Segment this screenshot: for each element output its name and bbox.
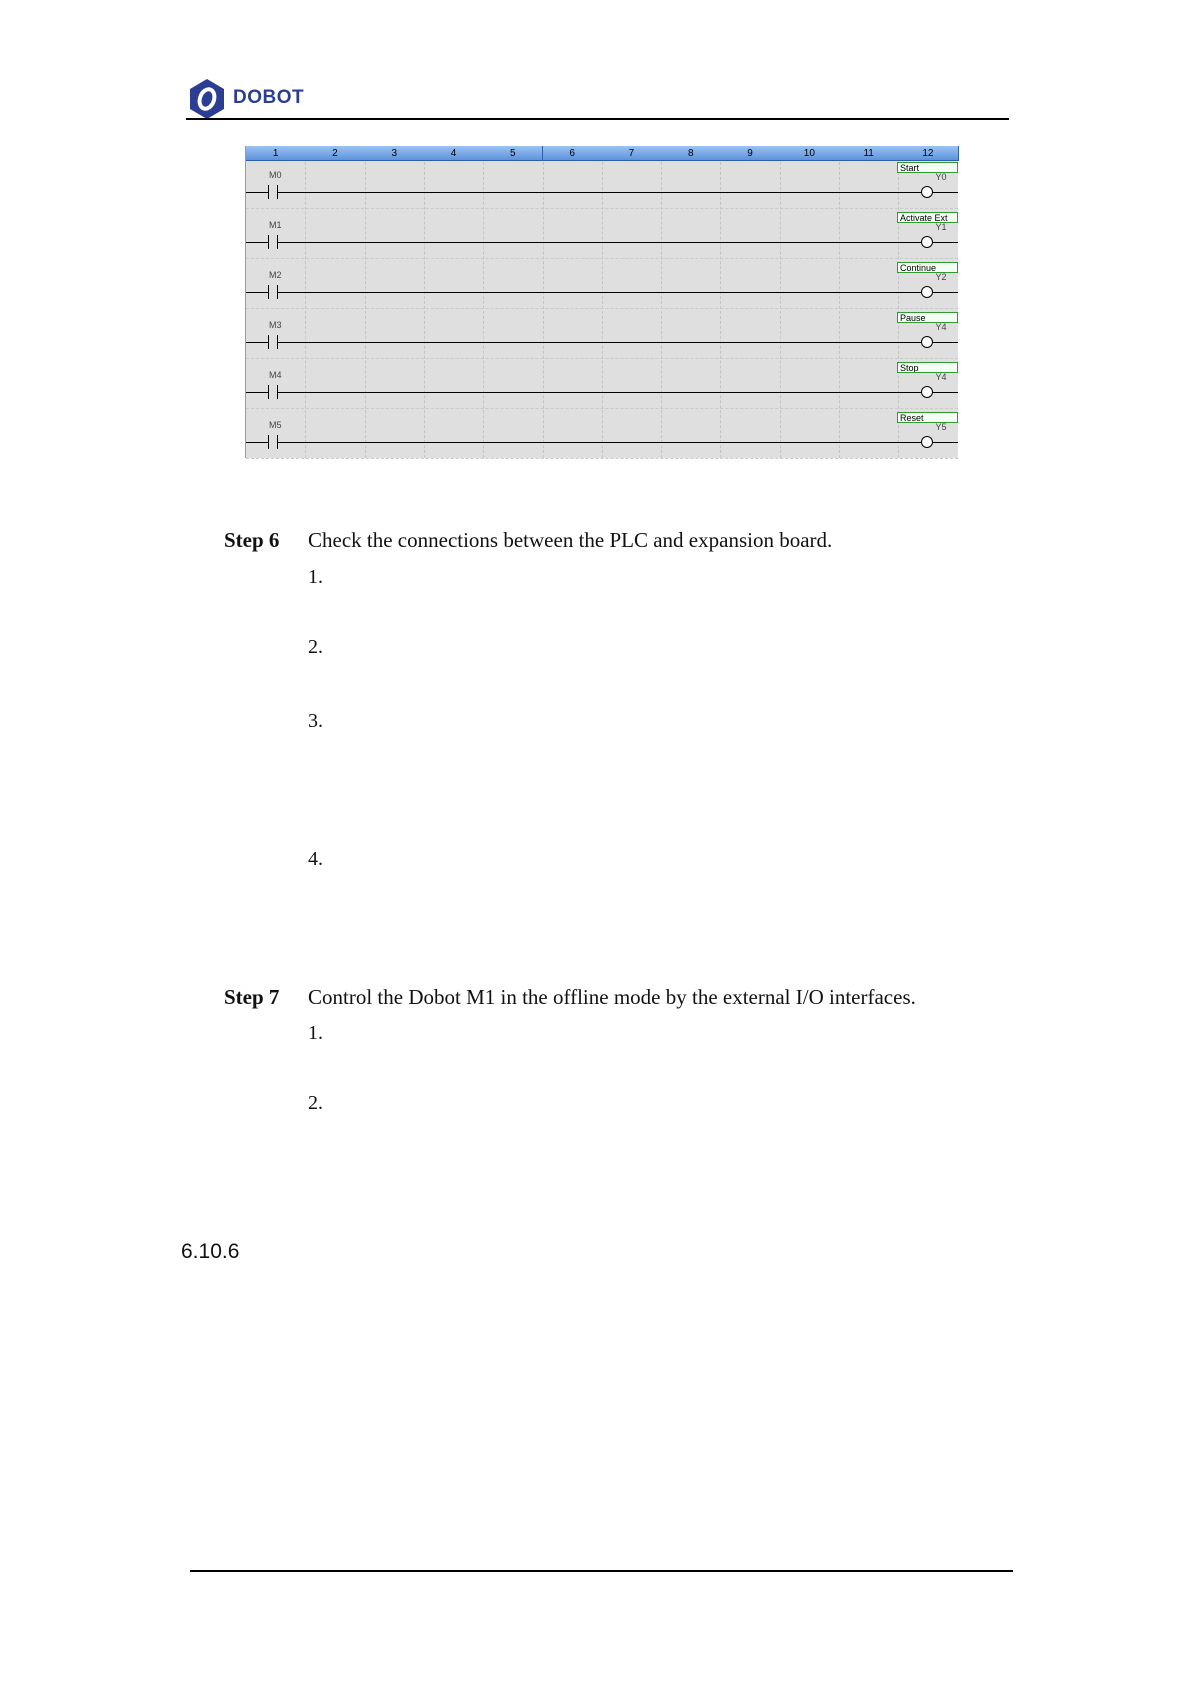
footer-rule [190,1570,1013,1572]
rung-wire [246,392,268,393]
coil-comment: Stop [897,362,958,373]
rung-wire [246,242,268,243]
grid-line [246,458,958,459]
coil-label: Y5 [935,422,947,432]
rung-wire [246,292,268,293]
contact-label: M2 [269,270,282,280]
rung-wire [933,292,958,293]
step-6-item-4: 4. [308,848,323,870]
coil-symbol [921,336,933,348]
contact-label: M3 [269,320,282,330]
step-7-label: Step 7 [224,985,280,1009]
column-header: 9 [720,146,780,161]
rung-wire [278,392,944,393]
step-7-text: Control the Dobot M1 in the offline mode by the external I/O interfaces. [308,985,916,1009]
column-header: 5 [483,146,543,161]
column-header: 12 [898,146,958,161]
rung-wire [246,192,268,193]
grid-line [720,162,721,458]
grid-line [246,358,958,359]
rung-wire [933,392,958,393]
column-header: 2 [305,146,365,161]
column-header: 11 [839,146,899,161]
step-7-item-2: 2. [308,1092,323,1114]
coil-symbol [921,236,933,248]
step-7-item-1: 1. [308,1022,323,1044]
coil-label: Y0 [935,172,947,182]
contact-symbol [268,285,278,299]
rung-wire [278,192,944,193]
grid-line [305,162,306,458]
coil-comment: Reset [897,412,958,423]
coil-comment: Continue [897,262,958,273]
rung-wire [933,242,958,243]
coil-symbol [921,286,933,298]
contact-label: M4 [269,370,282,380]
column-header: 7 [602,146,662,161]
header-rule [186,118,1009,120]
column-header: 6 [543,146,603,161]
contact-symbol [268,335,278,349]
step-6-item-2: 2. [308,636,323,658]
grid-line [780,162,781,458]
step-6-item-3: 3. [308,710,323,732]
rung-wire [278,292,944,293]
rung-wire [933,192,958,193]
coil-label: Y4 [935,372,947,382]
step-6-item-1: 1. [308,566,323,588]
dobot-logo-icon [188,78,226,120]
coil-label: Y1 [935,222,947,232]
brand-name: DOBOT [233,87,305,108]
rung-wire [246,442,268,443]
ladder-diagram [245,146,958,458]
contact-symbol [268,435,278,449]
rung-wire [278,442,944,443]
column-header: 4 [424,146,484,161]
grid-line [246,408,958,409]
grid-line [365,162,366,458]
contact-symbol [268,185,278,199]
rung-wire [278,242,944,243]
contact-symbol [268,235,278,249]
grid-line [483,162,484,458]
coil-symbol [921,436,933,448]
coil-symbol [921,186,933,198]
rung-wire [278,342,944,343]
column-header: 1 [246,146,306,161]
grid-line [246,258,958,259]
contact-label: M5 [269,420,282,430]
grid-line [839,162,840,458]
coil-comment: Pause [897,312,958,323]
coil-comment: Activate Ext [897,212,958,223]
grid-line [424,162,425,458]
section-number: 6.10.6 [181,1240,240,1263]
step-6-text: Check the connections between the PLC and expansion board. [308,528,833,552]
grid-line [661,162,662,458]
grid-line [543,162,544,458]
coil-label: Y2 [935,272,947,282]
contact-symbol [268,385,278,399]
column-header: 3 [365,146,425,161]
coil-comment: Start [897,162,958,173]
coil-label: Y4 [935,322,947,332]
rung-wire [933,442,958,443]
rung-wire [246,342,268,343]
grid-line [602,162,603,458]
contact-label: M0 [269,170,282,180]
grid-line [246,208,958,209]
column-header: 10 [780,146,840,161]
rung-wire [933,342,958,343]
column-header: 8 [661,146,721,161]
grid-line [246,308,958,309]
coil-symbol [921,386,933,398]
contact-label: M1 [269,220,282,230]
step-6-label: Step 6 [224,528,280,552]
